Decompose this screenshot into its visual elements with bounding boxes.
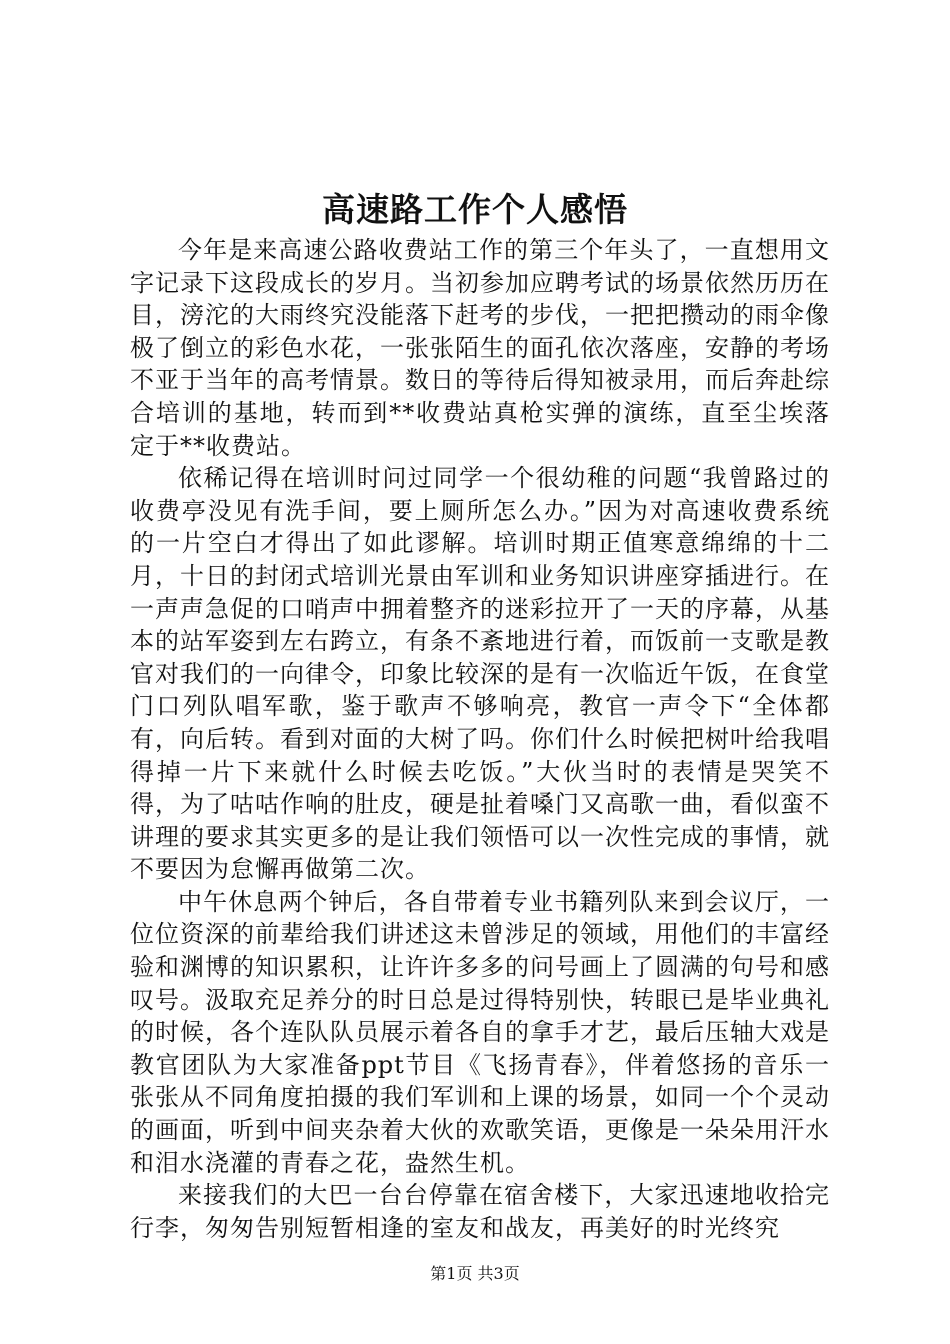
paragraph-2: 依稀记得在培训时问过同学一个很幼稚的问题“我曾路过的收费亭没见有洗手间，要上厕所怎么办。”因为对高速收费系统的一片空白才得出了如此谬解。培训时期正值寒意绵绵的十二月，十日的封闭式培训光景由军训和业务知识讲座穿插进行。在一声声急促的口哨声中拥着整齐的迷彩拉开了一天的序幕，从基本的站军姿到左右跨立，有条不紊地进行着，而饭前一支歌是教官对我们的一向律令，印象比较深的是有一次临近午饭，在食堂门口列队唱军歌，鉴于歌声不够响亮，教官一声令下“全体都有，向后转。看到对面的大树了吗。你们什么时候把树叶给我唱得掉一片下来就什么时候去吃饭。”大伙当时的表情是哭笑不得，为了咕咕作响的肚皮，硬是扯着嗓门又高歌一曲，看似蛮不讲理的要求其实更多的是让我们领悟可以一次性完成的事情，就不要因为怠懈再做第二次。 [130, 464, 830, 884]
document-title: 高速路工作个人感悟 [322, 190, 628, 229]
document-body [130, 234, 830, 1244]
paragraph-4: 来接我们的大巴一台台停靠在宿舍楼下，大家迅速地收拾完行李，匆匆告别短暂相逢的室友和战友，再美好的时光终究 [130, 1181, 830, 1242]
paragraph-1: 今年是来高速公路收费站工作的第三个年头了，一直想用文字记录下这段成长的岁月。当初参加应聘考试的场景依然历历在目，滂沱的大雨终究没能落下赶考的步伐，一把把攒动的雨伞像极了倒立的彩色水花，一张张陌生的面孔依次落座，安静的考场不亚于当年的高考情景。数日的等待后得知被录用，而后奔赴综合培训的基地，转而到**收费站真枪实弹的演练，直至尘埃落定于**收费站。 [130, 236, 830, 460]
paragraph-3: 中午休息两个钟后，各自带着专业书籍列队来到会议厅，一位位资深的前辈给我们讲述这未曾涉足的领域，用他们的丰富经验和渊博的知识累积，让许许多多的问号画上了圆满的句号和感叹号。汲取充足养分的时日总是过得特别快，转眼已是毕业典礼的时候，各个连队队员展示着各自的拿手才艺，最后压轴大戏是教官团队为大家准备ppt节目《飞扬青春》，伴着悠扬的音乐一张张从不同角度拍摄的我们军训和上课的场景，如同一个个灵动的画面，听到中间夹杂着大伙的欢歌笑语，更像是一朵朵用汗水和泪水浇灌的青春之花，盎然生机。 [130, 887, 830, 1177]
page-number-footer: 第1页 共3页 [430, 1264, 520, 1283]
